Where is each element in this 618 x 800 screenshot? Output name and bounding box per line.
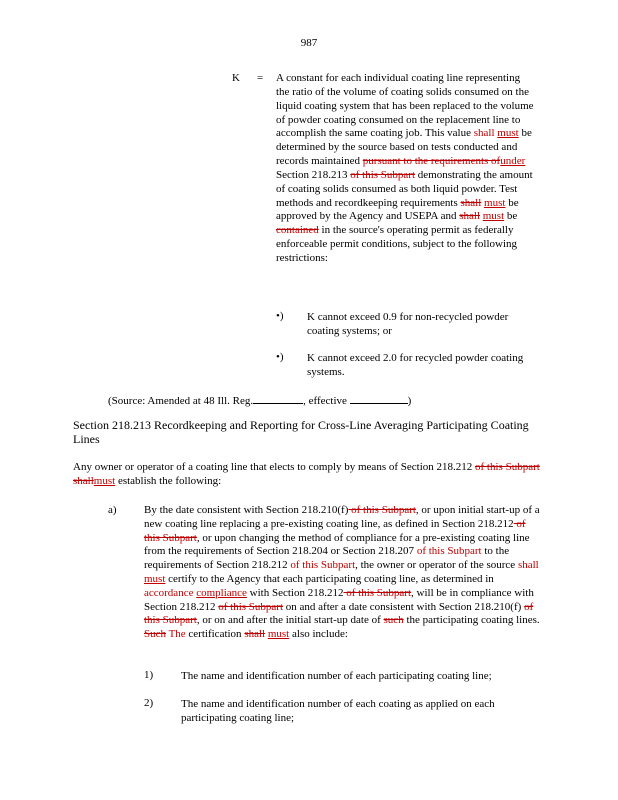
- inserted-text: compliance: [196, 586, 247, 599]
- item-a-segment: , or on and after the initial start-up date of: [196, 614, 384, 627]
- deleted-text: shall: [73, 475, 94, 487]
- added-text: shall: [473, 127, 495, 140]
- definition-text-segment: be determined by the source based on tests conducted and records maintained: [276, 127, 532, 168]
- item-a-segment: the participating coating lines.: [403, 614, 540, 627]
- source-note-middle: , effective: [303, 395, 350, 407]
- item-a-label: a): [108, 504, 117, 516]
- item-a-segment: certification: [185, 628, 245, 641]
- deleted-text: of this Subpart: [218, 600, 284, 613]
- definition-variable: K: [232, 72, 240, 84]
- item-a-segment: certify to the Agency that each participating coating line, as determined in: [165, 572, 494, 585]
- definition-text-segment: be: [504, 210, 518, 223]
- inserted-text: must: [497, 127, 519, 140]
- definition-text-segment: demonstrating the amount of coating solids consumed as both liquid powder. Test methods and recordkeeping requirements: [276, 168, 533, 209]
- source-note-suffix: ): [407, 395, 412, 407]
- item-a-segment: , or upon changing the method of compliance for a pre-existing coating line from the requirements of Section 218.204 or Section 218.207: [144, 531, 530, 558]
- item-a-segment: , will be in compliance with Section 218.212: [144, 586, 534, 613]
- deleted-text: such: [383, 614, 404, 627]
- deleted-text: contained: [276, 224, 319, 237]
- subitem-text: The name and identification number of each coating as applied on each participating coating line;: [181, 698, 495, 724]
- restriction-text: K cannot exceed 0.9 for non-recycled powder coating systems; or: [307, 311, 509, 337]
- source-note: [108, 393, 411, 407]
- deleted-text: shall: [244, 628, 266, 641]
- definition-text-segment: Section 218.213: [276, 168, 351, 181]
- page-number: 987: [300, 37, 318, 49]
- added-text: of this Subpart: [290, 559, 356, 572]
- item-a-segment: , or upon initial start-up of a new coating line replacing a pre-existing coating line, as defined in Section 218.212: [144, 504, 540, 530]
- intro-paragraph: [73, 460, 558, 488]
- added-text: of this Subpart: [416, 545, 482, 558]
- item-a-text: [144, 504, 542, 642]
- item-a-segment: By the date consistent with Section 218.210(f): [144, 504, 349, 516]
- definition-text: [276, 72, 536, 266]
- definition-text-segment: in the source's operating permit as federally enforceable permit conditions, subject to the following restrictions:: [276, 224, 518, 264]
- item-a-segment: with Section 218.212: [246, 586, 344, 599]
- inserted-text: under: [500, 155, 526, 168]
- deleted-text: of this Subpart: [144, 517, 526, 544]
- added-text: accordance: [144, 586, 194, 599]
- deleted-text: shall: [460, 196, 482, 209]
- definition-text-segment: be approved by the Agency and USEPA and: [276, 196, 519, 223]
- restriction-bullet: •): [276, 310, 284, 322]
- inserted-text: must: [93, 475, 116, 487]
- definition-text-segment: A constant for each individual coating line representing the ratio of the volume of coating solids consumed on the liquid coating system that has been replaced to the volume of powder coating consumed on the replacement line to accomplish the same coating job. This value: [276, 72, 534, 140]
- intro-text-segment: Any owner or operator of a coating line that elects to comply by means of Section 218.212: [73, 461, 476, 473]
- deleted-text: of this Subpart: [144, 600, 534, 627]
- item-a-segment: to the requirements of Section 218.212: [144, 545, 510, 572]
- inserted-text: must: [267, 628, 290, 641]
- restriction-text: K cannot exceed 2.0 for recycled powder coating systems.: [307, 352, 524, 378]
- blank-line: [253, 393, 303, 404]
- item-a-segment: , the owner or operator of the source: [355, 559, 518, 572]
- source-note-prefix: (Source: Amended at 48 Ill. Reg.: [108, 395, 254, 407]
- deleted-text: Such: [144, 628, 166, 641]
- inserted-text: must: [482, 210, 505, 223]
- definition-equals-sign: =: [257, 72, 264, 84]
- restriction-bullet: •): [276, 351, 284, 363]
- subitem-text: The name and identification number of each participating coating line;: [181, 670, 492, 682]
- added-text: The: [168, 628, 186, 641]
- deleted-text: of this Subpart: [348, 504, 416, 516]
- item-a-segment: also include:: [289, 628, 348, 641]
- section-heading: Section 218.213 Recordkeeping and Reporting for Cross-Line Averaging Participating Coating Lines: [73, 418, 529, 446]
- blank-line: [350, 393, 408, 404]
- intro-text-segment: establish the following:: [115, 475, 222, 487]
- subitem-label: 1): [144, 669, 154, 681]
- deleted-text: pursuant to the requirements of: [362, 155, 501, 168]
- deleted-text: shall: [459, 210, 480, 223]
- inserted-text: must: [144, 572, 166, 585]
- deleted-text: of this Subpart: [475, 461, 540, 473]
- inserted-text: must: [484, 196, 506, 209]
- item-a-segment: on and after a date consistent with Section 218.210(f): [283, 600, 525, 613]
- added-text: shall: [517, 559, 539, 572]
- subitem-label: 2): [144, 697, 154, 709]
- deleted-text: of this Subpart: [343, 586, 412, 599]
- deleted-text: of this Subpart: [350, 168, 416, 181]
